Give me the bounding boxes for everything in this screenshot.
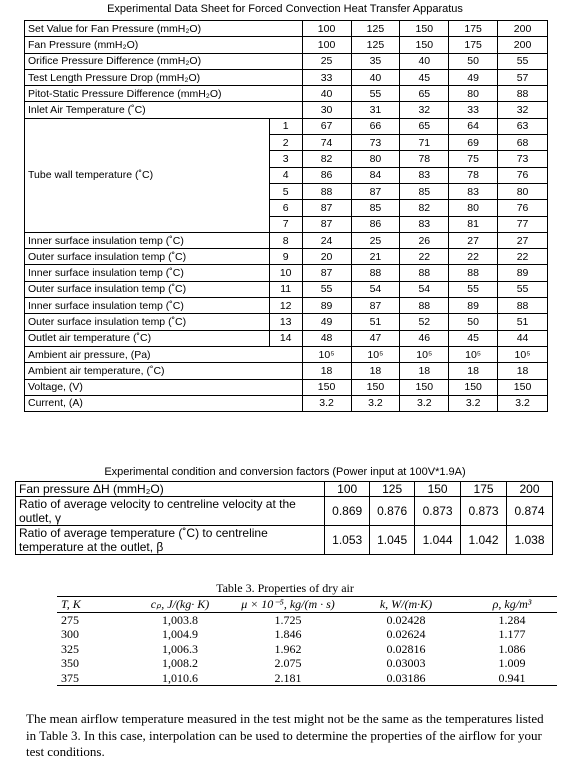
value-cell: 48 xyxy=(302,330,351,346)
value-cell: 10⁵ xyxy=(302,346,351,362)
table-row xyxy=(25,21,548,37)
row-label: Inner surface insulation temp (˚C) xyxy=(25,265,270,281)
row-label: Inner surface insulation temp (˚C) xyxy=(25,298,270,314)
value-cell: 1,003.8 xyxy=(162,612,198,627)
row-label: Inner surface insulation temp (˚C) xyxy=(25,232,270,248)
value-cell: 10⁵ xyxy=(400,346,449,362)
value-cell: 55 xyxy=(302,281,351,297)
value-cell: 10⁵ xyxy=(449,346,498,362)
value-cell: 44 xyxy=(498,330,548,346)
value-cell: 350 xyxy=(61,656,79,670)
thermocouple-index: 12 xyxy=(269,298,302,314)
value-cell: 22 xyxy=(400,249,449,265)
value-cell: 27 xyxy=(498,232,548,248)
value-cell: 150 xyxy=(351,379,400,395)
value-cell: 32 xyxy=(498,102,548,118)
value-cell: 18 xyxy=(449,363,498,379)
table-row xyxy=(25,232,548,248)
value-cell: 33 xyxy=(302,69,351,85)
value-cell: 47 xyxy=(351,330,400,346)
value-cell: 55 xyxy=(498,53,548,69)
value-cell: 1.284 xyxy=(498,612,526,627)
table-row xyxy=(25,86,548,102)
table3-title: Table 3. Properties of dry air xyxy=(216,581,354,595)
interpolation-note: The mean airflow temperature measured in the test might not be the same as the temperatures listed in Table 3. In this case, interpolation can be used to determine the properties of the airflow for your test conditions. xyxy=(26,711,544,759)
table-row xyxy=(25,265,548,281)
value-cell: 89 xyxy=(498,265,548,281)
value-cell: 88 xyxy=(351,265,400,281)
value-cell: 150 xyxy=(415,482,461,497)
data-sheet-table xyxy=(24,20,548,412)
thermocouple-index: 13 xyxy=(269,314,302,330)
tube-wall-label: Tube wall temperature (˚C) xyxy=(25,118,270,232)
value-cell: 18 xyxy=(400,363,449,379)
value-cell: 82 xyxy=(400,200,449,216)
value-cell: 50 xyxy=(449,314,498,330)
value-cell: 89 xyxy=(449,298,498,314)
table-row xyxy=(25,37,548,53)
value-cell: 64 xyxy=(449,118,498,134)
table-row xyxy=(25,314,548,330)
value-cell: 55 xyxy=(449,281,498,297)
sheet-title: Experimental Data Sheet for Forced Convection Heat Transfer Apparatus xyxy=(107,3,463,15)
value-cell: 125 xyxy=(370,482,415,497)
value-cell: 68 xyxy=(498,135,548,151)
thermocouple-index: 5 xyxy=(269,183,302,199)
conditions-table xyxy=(15,481,553,555)
value-cell: 87 xyxy=(302,265,351,281)
value-cell: 40 xyxy=(400,53,449,69)
value-cell: 24 xyxy=(302,232,351,248)
value-cell: 1,004.9 xyxy=(162,627,198,641)
value-cell: 86 xyxy=(351,216,400,232)
row-label: Fan Pressure (mmH₂O) xyxy=(25,37,303,53)
row-label: Ratio of average temperature (˚C) to centreline temperature at the outlet, β xyxy=(16,526,325,555)
value-cell: 1.086 xyxy=(498,641,526,656)
row-label: Outer surface insulation temp (˚C) xyxy=(25,281,270,297)
value-cell: 88 xyxy=(449,265,498,281)
value-cell: 80 xyxy=(449,86,498,102)
conditions-title: Experimental condition and conversion factors (Power input at 100V*1.9A) xyxy=(104,466,466,478)
value-cell: 200 xyxy=(498,21,548,37)
value-cell: 35 xyxy=(351,53,400,69)
value-cell: 175 xyxy=(449,21,498,37)
value-cell: 18 xyxy=(302,363,351,379)
value-cell: 88 xyxy=(302,183,351,199)
value-cell: 150 xyxy=(498,379,548,395)
value-cell: 89 xyxy=(302,298,351,314)
table-row xyxy=(25,281,548,297)
row-label: Outlet air temperature (˚C) xyxy=(25,330,270,346)
value-cell: 26 xyxy=(400,232,449,248)
value-cell: 80 xyxy=(351,151,400,167)
value-cell: 22 xyxy=(498,249,548,265)
table-row xyxy=(25,330,548,346)
value-cell: 0.02624 xyxy=(386,627,426,641)
row-label: Inlet Air Temperature (˚C) xyxy=(25,102,303,118)
value-cell: 0.02816 xyxy=(386,641,426,656)
column-header: ρ, kg/m³ xyxy=(467,597,557,613)
value-cell: 150 xyxy=(302,379,351,395)
table-row xyxy=(25,395,548,411)
value-cell: 1.053 xyxy=(325,526,370,555)
value-cell: 0.876 xyxy=(370,497,415,526)
column-header: μ × 10⁻⁵, kg/(m · s) xyxy=(231,597,345,613)
thermocouple-index: 10 xyxy=(269,265,302,281)
value-cell: 88 xyxy=(498,298,548,314)
thermocouple-index: 14 xyxy=(269,330,302,346)
value-cell: 18 xyxy=(498,363,548,379)
value-cell: 0.869 xyxy=(325,497,370,526)
value-cell: 1.042 xyxy=(461,526,507,555)
value-cell: 78 xyxy=(400,151,449,167)
thermocouple-index: 2 xyxy=(269,135,302,151)
value-cell: 45 xyxy=(400,69,449,85)
value-cell: 77 xyxy=(498,216,548,232)
value-cell: 1.962 xyxy=(274,641,302,656)
value-cell: 1,008.2 xyxy=(162,656,198,670)
value-cell: 51 xyxy=(351,314,400,330)
value-cell: 22 xyxy=(449,249,498,265)
column-header: T, K xyxy=(57,597,129,613)
value-cell: 1.044 xyxy=(415,526,461,555)
value-cell: 150 xyxy=(400,37,449,53)
value-cell: 69 xyxy=(449,135,498,151)
row-label: Outer surface insulation temp (˚C) xyxy=(25,314,270,330)
value-cell: 76 xyxy=(498,167,548,183)
value-cell: 21 xyxy=(351,249,400,265)
value-cell: 83 xyxy=(449,183,498,199)
row-label: Voltage, (V) xyxy=(25,379,303,395)
value-cell: 125 xyxy=(351,21,400,37)
table-row xyxy=(25,379,548,395)
value-cell: 66 xyxy=(351,118,400,134)
value-cell: 3.2 xyxy=(449,395,498,411)
value-cell: 46 xyxy=(400,330,449,346)
value-cell: 31 xyxy=(351,102,400,118)
value-cell: 1.038 xyxy=(507,526,553,555)
value-cell: 65 xyxy=(400,118,449,134)
value-cell: 0.03186 xyxy=(345,671,467,686)
value-cell: 150 xyxy=(400,21,449,37)
column-header: cₚ, J/(kg· K) xyxy=(129,597,231,613)
value-cell: 82 xyxy=(302,151,351,167)
dry-air-properties-table xyxy=(57,596,557,686)
value-cell: 10⁵ xyxy=(498,346,548,362)
value-cell: 0.873 xyxy=(415,497,461,526)
value-cell: 18 xyxy=(351,363,400,379)
value-cell: 150 xyxy=(400,379,449,395)
value-cell: 1.009 xyxy=(498,656,526,670)
value-cell: 375 xyxy=(57,671,129,686)
value-cell: 27 xyxy=(449,232,498,248)
value-cell: 100 xyxy=(302,21,351,37)
value-cell: 54 xyxy=(351,281,400,297)
value-cell: 20 xyxy=(302,249,351,265)
row-label: Ratio of average velocity to centreline velocity at the outlet, γ xyxy=(16,497,325,526)
value-cell: 1,006.3 xyxy=(162,641,198,656)
value-cell: 65 xyxy=(400,86,449,102)
value-cell: 125 xyxy=(351,37,400,53)
value-cell: 175 xyxy=(461,482,507,497)
table-row xyxy=(25,102,548,118)
value-cell: 30 xyxy=(302,102,351,118)
table-row xyxy=(57,627,557,642)
value-cell: 54 xyxy=(400,281,449,297)
value-cell: 80 xyxy=(498,183,548,199)
value-cell: 83 xyxy=(400,167,449,183)
value-cell: 73 xyxy=(351,135,400,151)
value-cell: 100 xyxy=(325,482,370,497)
thermocouple-index: 1 xyxy=(269,118,302,134)
table-row xyxy=(25,346,548,362)
value-cell: 74 xyxy=(302,135,351,151)
row-label: Set Value for Fan Pressure (mmH₂O) xyxy=(25,21,303,37)
row-label: Current, (A) xyxy=(25,395,303,411)
value-cell: 200 xyxy=(507,482,553,497)
value-cell: 10⁵ xyxy=(351,346,400,362)
value-cell: 75 xyxy=(449,151,498,167)
table-row xyxy=(25,249,548,265)
value-cell: 80 xyxy=(449,200,498,216)
value-cell: 49 xyxy=(449,69,498,85)
row-label: Ambient air temperature, (˚C) xyxy=(25,363,303,379)
value-cell: 87 xyxy=(351,298,400,314)
value-cell: 86 xyxy=(302,167,351,183)
value-cell: 88 xyxy=(498,86,548,102)
value-cell: 0.03003 xyxy=(386,656,426,670)
value-cell: 25 xyxy=(351,232,400,248)
value-cell: 88 xyxy=(400,298,449,314)
value-cell: 51 xyxy=(498,314,548,330)
value-cell: 73 xyxy=(498,151,548,167)
value-cell: 33 xyxy=(449,102,498,118)
table-row xyxy=(25,363,548,379)
table-row xyxy=(57,612,557,627)
table-row xyxy=(57,656,557,671)
value-cell: 175 xyxy=(449,37,498,53)
value-cell: 2.075 xyxy=(274,656,302,670)
thermocouple-index: 6 xyxy=(269,200,302,216)
value-cell: 0.874 xyxy=(507,497,553,526)
value-cell: 1,010.6 xyxy=(129,671,231,686)
beta-row xyxy=(16,526,553,555)
row-label: Pitot-Static Pressure Difference (mmH₂O) xyxy=(25,86,303,102)
value-cell: 150 xyxy=(449,379,498,395)
table-row xyxy=(57,642,557,657)
value-cell: 57 xyxy=(498,69,548,85)
value-cell: 49 xyxy=(302,314,351,330)
table-header-row xyxy=(57,597,557,613)
column-header: k, W/(m·K) xyxy=(345,597,467,613)
value-cell: 76 xyxy=(498,200,548,216)
value-cell: 52 xyxy=(400,314,449,330)
fan-pressure-row xyxy=(16,482,553,497)
value-cell: 200 xyxy=(498,37,548,53)
thermocouple-index: 9 xyxy=(269,249,302,265)
value-cell: 87 xyxy=(351,183,400,199)
value-cell: 25 xyxy=(302,53,351,69)
value-cell: 40 xyxy=(351,69,400,85)
value-cell: 83 xyxy=(400,216,449,232)
value-cell: 85 xyxy=(351,200,400,216)
thermocouple-index: 4 xyxy=(269,167,302,183)
value-cell: 3.2 xyxy=(351,395,400,411)
row-label: Ambient air pressure, (Pa) xyxy=(25,346,303,362)
value-cell: 55 xyxy=(351,86,400,102)
value-cell: 55 xyxy=(498,281,548,297)
value-cell: 1.045 xyxy=(370,526,415,555)
value-cell: 87 xyxy=(302,200,351,216)
value-cell: 275 xyxy=(61,612,79,627)
thermocouple-index: 7 xyxy=(269,216,302,232)
value-cell: 1.846 xyxy=(274,627,302,641)
value-cell: 3.2 xyxy=(498,395,548,411)
value-cell: 1.177 xyxy=(498,627,526,641)
value-cell: 1.725 xyxy=(274,612,302,627)
value-cell: 40 xyxy=(302,86,351,102)
row-label: Orifice Pressure Difference (mmH₂O) xyxy=(25,53,303,69)
value-cell: 300 xyxy=(61,627,79,641)
value-cell: 63 xyxy=(498,118,548,134)
value-cell: 32 xyxy=(400,102,449,118)
table-row xyxy=(25,298,548,314)
value-cell: 84 xyxy=(351,167,400,183)
value-cell: 85 xyxy=(400,183,449,199)
table-row xyxy=(25,69,548,85)
value-cell: 0.941 xyxy=(467,671,557,686)
thermocouple-index: 3 xyxy=(269,151,302,167)
value-cell: 0.02428 xyxy=(386,612,426,627)
gamma-row xyxy=(16,497,553,526)
row-label: Test Length Pressure Drop (mmH₂O) xyxy=(25,69,303,85)
value-cell: 45 xyxy=(449,330,498,346)
value-cell: 87 xyxy=(302,216,351,232)
table-row xyxy=(25,53,548,69)
thermocouple-index: 8 xyxy=(269,232,302,248)
value-cell: 67 xyxy=(302,118,351,134)
value-cell: 88 xyxy=(400,265,449,281)
value-cell: 71 xyxy=(400,135,449,151)
value-cell: 325 xyxy=(61,641,79,656)
value-cell: 3.2 xyxy=(400,395,449,411)
value-cell: 78 xyxy=(449,167,498,183)
value-cell: 2.181 xyxy=(231,671,345,686)
value-cell: 3.2 xyxy=(302,395,351,411)
row-label: Fan pressure ΔH (mmH₂O) xyxy=(16,482,325,497)
value-cell: 50 xyxy=(449,53,498,69)
value-cell: 81 xyxy=(449,216,498,232)
value-cell: 100 xyxy=(302,37,351,53)
table-row xyxy=(57,671,557,686)
thermocouple-index: 11 xyxy=(269,281,302,297)
row-label: Outer surface insulation temp (˚C) xyxy=(25,249,270,265)
value-cell: 0.873 xyxy=(461,497,507,526)
table-row xyxy=(25,118,548,134)
